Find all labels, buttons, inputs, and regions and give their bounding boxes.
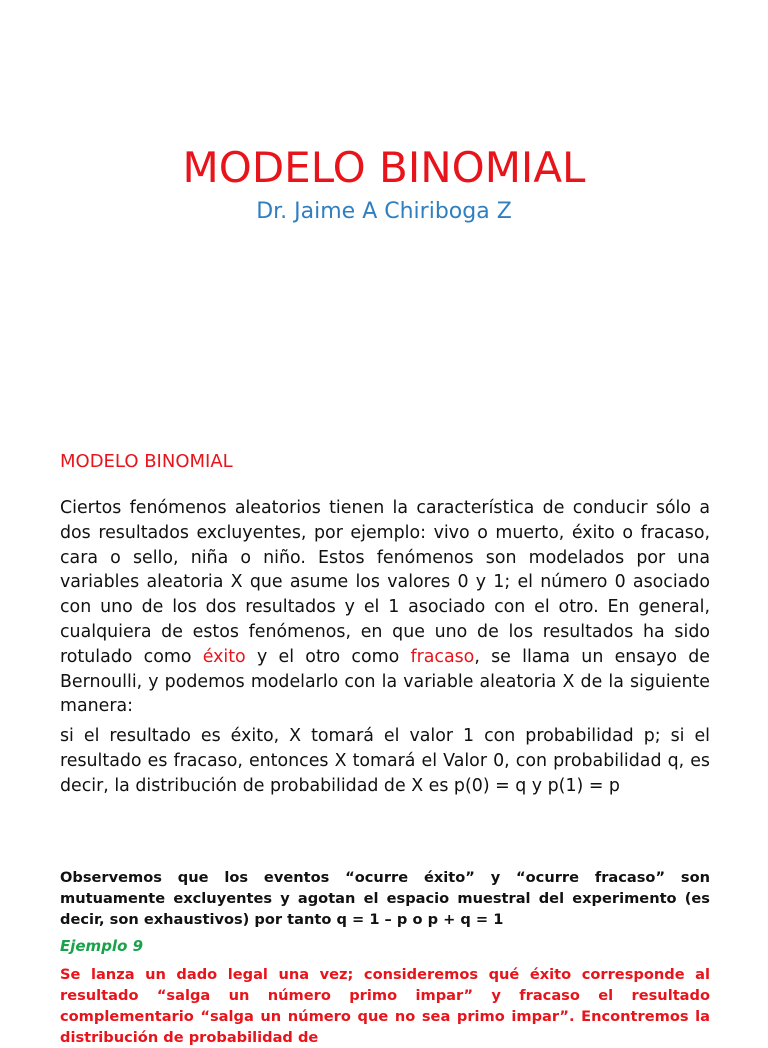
section-heading: MODELO BINOMIAL — [60, 451, 233, 472]
bernoulli-definition-paragraph: si el resultado es éxito, X tomará el valor 1 con probabilidad p; si el resultado es fracaso, entonces X tomará el Valor 0, con probabilidad q, es decir, la distribución de probabilidad de X es p(0) = q y p(1) = p — [60, 726, 710, 796]
example-paragraph: Se lanza un dado legal una vez; consideremos qué éxito corresponde al resultado “salga un número primo impar” y fracaso el resultado complementario “salga un número que no sea primo impar”. Encontremos la distribución de probabilidad de — [60, 966, 710, 1046]
page-subtitle: Dr. Jaime A Chiriboga Z — [256, 199, 512, 224]
observation-paragraph: Observemos que los eventos “ocurre éxito” y “ocurre fracaso” son mutuamente excluyentes y agotan el espacio muestral del experimento (es decir, son exhaustivos) por tanto q = 1 – p o p + q = 1 — [60, 869, 710, 928]
page-title: MODELO BINOMIAL — [182, 143, 586, 192]
intro-text-part3: , se llama un ensayo de Bernoulli, y podemos modelarlo con la variable aleatoria X de la siguiente manera: — [60, 646, 710, 717]
example-label: Ejemplo 9 — [60, 937, 144, 955]
highlight-fracaso: fracaso — [410, 646, 475, 667]
intro-paragraph — [60, 496, 710, 719]
intro-text-part1: Ciertos fenómenos aleatorios tienen la característica de conducir sólo a dos resultados excluyentes, por ejemplo: vivo o muerto, éxito o fracaso, cara o sello, niña o niño. Estos fenómenos son modelados por una variables aleatoria X que asume los valores 0 y 1; el número 0 asociado con uno de los dos resultados y el 1 asociado con el otro. En general, cualquiera de estos fenómenos, en que uno de los resultados ha sido rotulado como — [60, 498, 710, 667]
intro-text-part2: y el otro como — [245, 646, 411, 667]
highlight-exito: éxito — [202, 646, 246, 667]
